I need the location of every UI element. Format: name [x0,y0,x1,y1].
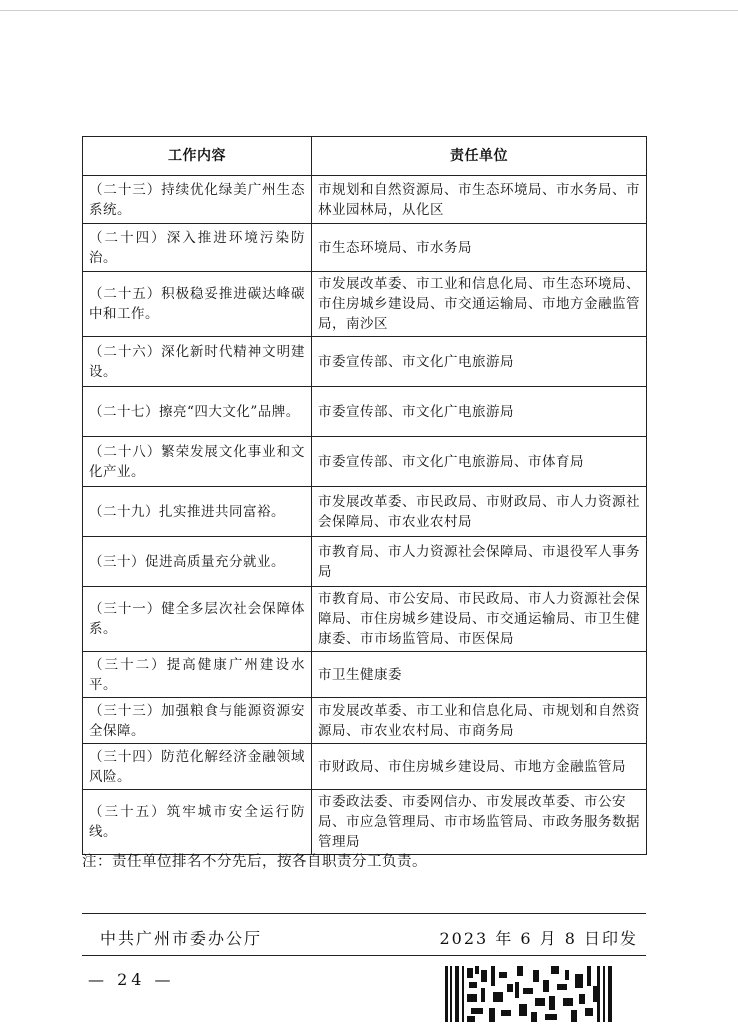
task-cell: （二十九）扎实推进共同富裕。 [83,487,312,537]
table-row [83,537,647,587]
responsibility-table [82,136,647,855]
barcode-image [445,966,615,1022]
units-cell: 市发展改革委、市工业和信息化局、市规划和自然资源局、市农业农村局、市商务局 [312,698,647,744]
task-cell: （二十八）繁荣发展文化事业和文化产业。 [83,437,312,487]
header-task: 工作内容 [83,137,312,176]
footnote: 注：责任单位排名不分先后，按各自职责分工负责。 [82,854,427,870]
table-row [83,587,647,652]
units-cell: 市委宣传部、市文化广电旅游局 [312,337,647,387]
task-cell: （二十五）积极稳妥推进碳达峰碳中和工作。 [83,272,312,337]
task-cell: （二十七）擦亮“四大文化”品牌。 [83,387,312,437]
issue-date: 2023 年 6 月 8 日印发 [439,929,638,948]
units-cell: 市发展改革委、市民政局、市财政局、市人力资源社会保障局、市农业农村局 [312,487,647,537]
task-cell: （二十四）深入推进环境污染防治。 [83,224,312,272]
table-row [83,652,647,698]
units-cell: 市规划和自然资源局、市生态环境局、市水务局、市林业园林局，从化区 [312,176,647,224]
units-cell: 市财政局、市住房城乡建设局、市地方金融监管局 [312,744,647,790]
footer-rule-top [82,913,646,914]
task-cell: （三十四）防范化解经济金融领域风险。 [83,744,312,790]
table-row [83,337,647,387]
task-cell: （三十）促进高质量充分就业。 [83,537,312,587]
units-cell: 市委政法委、市委网信办、市发展改革委、市公安局、市应急管理局、市市场监管局、市政务服务数据管理局 [312,790,647,855]
task-cell: （二十六）深化新时代精神文明建设。 [83,337,312,387]
units-cell: 市教育局、市公安局、市民政局、市人力资源社会保障局、市住房城乡建设局、市交通运输局、市卫生健康委、市市场监管局、市医保局 [312,587,647,652]
units-cell: 市委宣传部、市文化广电旅游局、市体育局 [312,437,647,487]
table-row [83,176,647,224]
table-row [83,272,647,337]
task-cell: （三十五）筑牢城市安全运行防线。 [83,790,312,855]
table-row [83,698,647,744]
units-cell: 市教育局、市人力资源社会保障局、市退役军人事务局 [312,537,647,587]
table-row [83,437,647,487]
top-edge-rule [0,0,738,11]
issuing-office: 中共广州市委办公厅 [100,929,263,948]
task-cell: （三十一）健全多层次社会保障体系。 [83,587,312,652]
table-row [83,224,647,272]
units-cell: 市发展改革委、市工业和信息化局、市生态环境局、市住房城乡建设局、市交通运输局、市地方金融监管局，南沙区 [312,272,647,337]
table-row [83,790,647,855]
header-units: 责任单位 [312,137,647,176]
table-row [83,387,647,437]
table-row [83,487,647,537]
page-number: — 24 — [88,970,175,989]
units-cell: 市卫生健康委 [312,652,647,698]
task-cell: （三十三）加强粮食与能源资源安全保障。 [83,698,312,744]
units-cell: 市委宣传部、市文化广电旅游局 [312,387,647,437]
task-cell: （二十三）持续优化绿美广州生态系统。 [83,176,312,224]
task-cell: （三十二）提高健康广州建设水平。 [83,652,312,698]
footer-rule-bottom [82,955,646,956]
table-header-row [83,137,647,176]
table-row [83,744,647,790]
units-cell: 市生态环境局、市水务局 [312,224,647,272]
